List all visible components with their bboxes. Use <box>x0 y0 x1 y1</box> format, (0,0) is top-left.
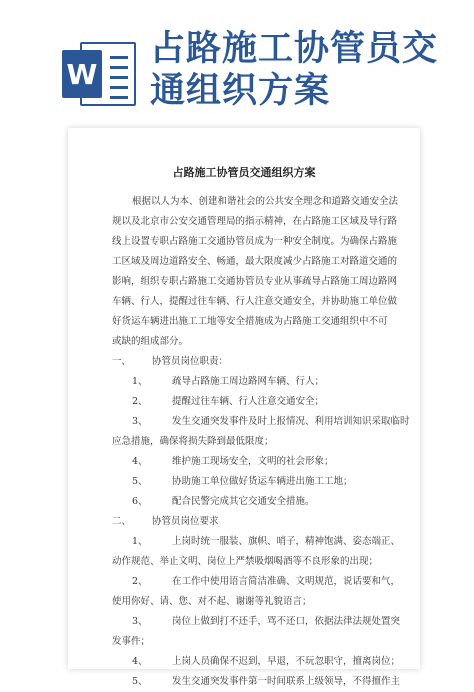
list-item <box>112 672 420 692</box>
document-body <box>112 192 420 692</box>
item-number: 1、 <box>132 536 148 547</box>
item-text: 发事件； <box>112 636 151 647</box>
paragraph-line: 好货运车辆进出施工工地等安全措施成为占路施工交通组织中不可 <box>112 316 388 327</box>
list-item-continuation <box>112 632 420 652</box>
list-item <box>112 392 420 412</box>
item-number: 2、 <box>132 396 148 407</box>
section-label: 协管员岗位要求 <box>152 516 219 527</box>
paragraph-line: 车辆、行人，提醒过往车辆、行人注意交通安全，并协助施工单位做 <box>112 296 398 307</box>
item-text: 疏导占路施工周边路网车辆、行人； <box>172 376 325 387</box>
list-item <box>112 412 420 432</box>
item-number: 2、 <box>132 576 148 587</box>
list-item-continuation <box>112 592 420 612</box>
list-item <box>112 612 420 632</box>
list-item-continuation <box>112 552 420 572</box>
list-item <box>112 532 420 552</box>
item-number: 5、 <box>132 676 148 687</box>
item-number: 3、 <box>132 616 148 627</box>
item-text: 应急措施，确保将损失降到最低限度； <box>112 436 274 447</box>
list-item <box>112 492 420 512</box>
item-text: 上岗时统一服装、旗帜、哨子，精神饱满、姿态端正、 <box>172 536 401 547</box>
item-text: 发生交通突发事件及时上报情况、利用培训知识采取临时 <box>172 416 410 427</box>
paragraph-line: 根据以人为本、创建和谐社会的公共安全理念和道路交通安全法 <box>132 196 399 207</box>
section-heading <box>112 512 420 532</box>
list-item-continuation <box>112 432 420 452</box>
banner-title: 占路施工协管员交通组织方案 <box>150 29 439 111</box>
document-page <box>68 128 420 687</box>
paragraph-line: 线上设置专职占路施工交通协管员成为一种安全制度。为确保占路施 <box>112 236 398 247</box>
item-number: 4、 <box>132 456 148 467</box>
section-number: 二、 <box>112 516 132 527</box>
item-text: 使用你好、请、您、对不起、谢谢等礼貌语言； <box>112 596 312 607</box>
item-text: 动作规范、举止文明、岗位上严禁吸烟喝酒等不良形象的出现； <box>112 556 379 567</box>
item-text: 维护施工现场安全，文明的社会形象； <box>172 456 334 467</box>
item-text: 配合民警完成其它交通安全措施。 <box>172 496 315 507</box>
paragraph-line: 影响，组织专职占路施工交通协管员专业从事疏导占路施工周边路网 <box>112 276 398 287</box>
item-text: 协助施工单位做好货运车辆进出施工工地； <box>172 476 353 487</box>
list-item <box>112 372 420 392</box>
section-heading <box>112 352 420 372</box>
item-text: 在工作中使用语言简洁准确、文明规范，说话要和气， <box>172 576 401 587</box>
list-item <box>112 452 420 472</box>
list-item <box>112 472 420 492</box>
item-text: 岗位上做到打不还手，骂不还口，依据法律法规处置突 <box>172 616 401 627</box>
paragraph-line: 规以及北京市公安交通管理局的指示精神，在占路施工区域及导行路 <box>112 216 398 227</box>
item-number: 4、 <box>132 656 148 667</box>
word-badge: W <box>62 50 102 98</box>
section-number: 一、 <box>112 356 132 367</box>
word-document-icon <box>62 40 138 108</box>
item-number: 5、 <box>132 476 148 487</box>
item-number: 3、 <box>132 416 148 427</box>
item-number: 1、 <box>132 376 148 387</box>
section-label: 协管员岗位职责： <box>152 356 229 367</box>
document-title: 占路施工协管员交通组织方案 <box>172 166 316 179</box>
item-text: 发生交通突发事件第一时间联系上级领导，不得擅作主 <box>172 676 401 687</box>
item-text: 上岗人员确保不迟到，早退，不玩忽职守，擅离岗位； <box>172 656 401 667</box>
paragraph-line: 或缺的组成部分。 <box>112 336 189 347</box>
item-number: 6、 <box>132 496 148 507</box>
paragraph-line: 工区域及周边道路安全、畅通，最大限度减少占路施工对路道交通的 <box>112 256 398 267</box>
item-text: 提醒过往车辆、行人注意交通安全； <box>172 396 325 407</box>
list-item <box>112 652 420 672</box>
list-item <box>112 572 420 592</box>
